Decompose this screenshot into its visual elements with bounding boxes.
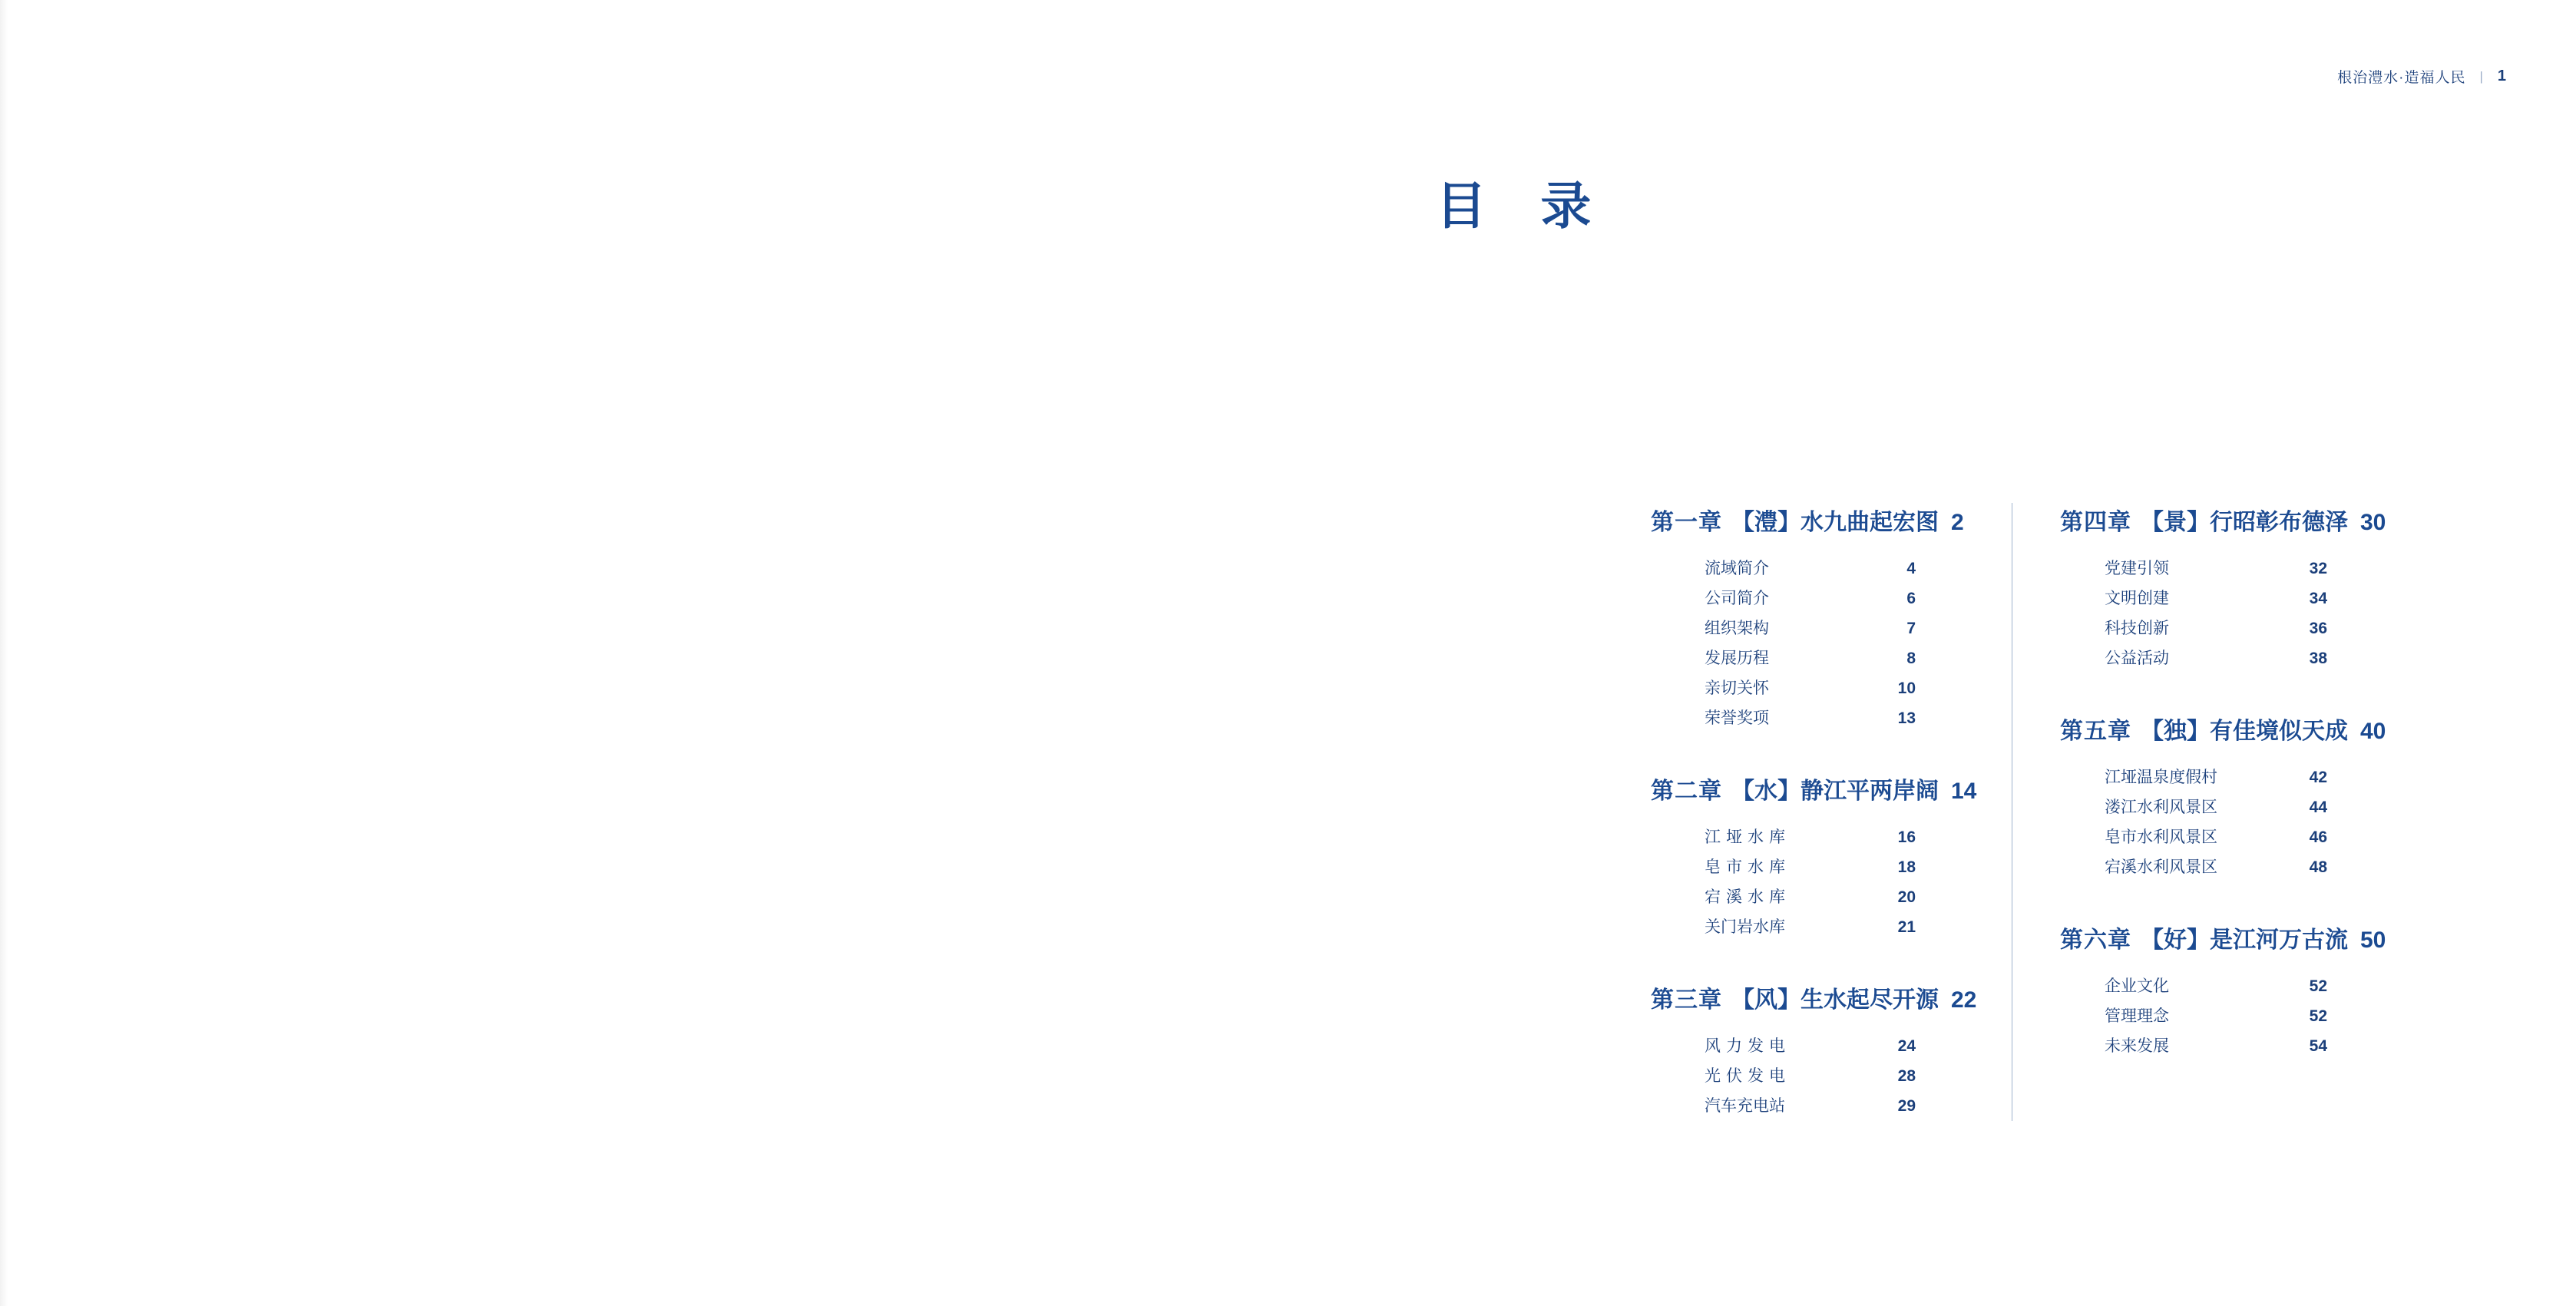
entry-name: 皂市水库 bbox=[1705, 858, 1791, 876]
chapter-page: 40 bbox=[2360, 719, 2386, 744]
chapter-page: 22 bbox=[1951, 987, 1977, 1013]
chapter-name: 【景】行昭彰布德泽 bbox=[2141, 510, 2348, 535]
entry-name: 光伏发电 bbox=[1705, 1067, 1791, 1085]
entry-name: 组织架构 bbox=[1705, 620, 1769, 637]
toc-entry[interactable] bbox=[2105, 822, 2430, 852]
toc-chapter bbox=[1651, 772, 1977, 942]
entry-page: 44 bbox=[2309, 798, 2327, 816]
chapter-heading[interactable] bbox=[1651, 980, 1977, 1014]
chapter-entries bbox=[2105, 971, 2430, 1061]
toc-entry[interactable] bbox=[1705, 1061, 1966, 1091]
toc-entry[interactable] bbox=[2105, 613, 2430, 643]
toc-entry[interactable] bbox=[2105, 852, 2430, 882]
entry-name: 管理理念 bbox=[2105, 1007, 2169, 1025]
toc-chapter bbox=[2060, 921, 2430, 1061]
toc-entry[interactable] bbox=[1705, 584, 1966, 613]
chapter-page: 14 bbox=[1951, 779, 1977, 804]
entry-page: 18 bbox=[1897, 858, 1916, 876]
entry-name: 发展历程 bbox=[1705, 650, 1769, 667]
entry-name: 江垭温泉度假村 bbox=[2105, 769, 2217, 786]
entry-page: 46 bbox=[2309, 828, 2327, 846]
entry-name: 宕溪水利风景区 bbox=[2105, 858, 2217, 876]
entry-page: 20 bbox=[1897, 888, 1916, 906]
header-separator: | bbox=[2479, 68, 2484, 84]
entry-page: 48 bbox=[2309, 858, 2327, 876]
chapter-page: 2 bbox=[1951, 510, 1964, 535]
chapter-heading[interactable] bbox=[1651, 503, 1966, 537]
chapter-name: 【水】静江平两岸阔 bbox=[1731, 779, 1939, 804]
entry-page: 36 bbox=[2309, 620, 2327, 637]
chapter-entries bbox=[1705, 822, 1966, 942]
toc-entry[interactable] bbox=[2105, 1001, 2430, 1031]
entry-page: 52 bbox=[2309, 977, 2327, 995]
entry-page: 4 bbox=[1906, 560, 1916, 577]
chapter-label: 第四章 bbox=[2060, 510, 2131, 535]
entry-page: 42 bbox=[2309, 769, 2327, 786]
chapter-heading[interactable] bbox=[2060, 712, 2430, 746]
chapter-entries bbox=[1705, 554, 1966, 733]
toc-entry[interactable] bbox=[1705, 673, 1966, 703]
entry-name: 亲切关怀 bbox=[1705, 679, 1769, 697]
chapter-name: 【澧】水九曲起宏图 bbox=[1731, 510, 1939, 535]
toc-entry[interactable] bbox=[1705, 822, 1966, 852]
toc-entry[interactable] bbox=[1705, 613, 1966, 643]
toc-chapter bbox=[1651, 980, 1977, 1121]
chapter-label: 第六章 bbox=[2060, 927, 2131, 953]
entry-name: 风力发电 bbox=[1705, 1037, 1791, 1055]
chapter-label: 第一章 bbox=[1651, 510, 1722, 535]
toc-column-right bbox=[2012, 503, 2430, 1121]
toc-entry[interactable] bbox=[1705, 852, 1966, 882]
entry-name: 荣誉奖项 bbox=[1705, 709, 1769, 727]
entry-page: 52 bbox=[2309, 1007, 2327, 1025]
page-edge-shadow bbox=[0, 0, 8, 1306]
entry-page: 10 bbox=[1897, 679, 1916, 697]
entry-name: 溇江水利风景区 bbox=[2105, 798, 2217, 816]
chapter-entries bbox=[1705, 1031, 1966, 1121]
toc-entry[interactable] bbox=[1705, 882, 1966, 912]
entry-page: 28 bbox=[1897, 1067, 1916, 1085]
entry-name: 皂市水利风景区 bbox=[2105, 828, 2217, 846]
toc-column-left bbox=[1651, 503, 2012, 1121]
header-brand: 根治澧水·造福人民 bbox=[2337, 70, 2466, 86]
entry-page: 7 bbox=[1906, 620, 1916, 637]
entry-page: 54 bbox=[2309, 1037, 2327, 1055]
entry-page: 38 bbox=[2309, 650, 2327, 667]
toc-entry[interactable] bbox=[2105, 643, 2430, 673]
toc-entry[interactable] bbox=[2105, 554, 2430, 584]
entry-page: 8 bbox=[1906, 650, 1916, 667]
entry-page: 21 bbox=[1897, 918, 1916, 936]
entry-name: 企业文化 bbox=[2105, 977, 2169, 995]
chapter-entries bbox=[2105, 554, 2430, 673]
toc-entry[interactable] bbox=[2105, 584, 2430, 613]
chapter-name: 【独】有佳境似天成 bbox=[2141, 719, 2348, 744]
page-title: 目 录 bbox=[1436, 177, 1612, 234]
entry-page: 29 bbox=[1897, 1097, 1916, 1115]
chapter-page: 30 bbox=[2360, 510, 2386, 535]
toc-entry[interactable] bbox=[2105, 792, 2430, 822]
toc-entry[interactable] bbox=[1705, 1031, 1966, 1061]
table-of-contents bbox=[1651, 503, 2430, 1121]
toc-entry[interactable] bbox=[1705, 1091, 1966, 1121]
entry-page: 32 bbox=[2309, 560, 2327, 577]
chapter-label: 第五章 bbox=[2060, 719, 2131, 744]
entry-name: 党建引领 bbox=[2105, 560, 2169, 577]
toc-chapter bbox=[1651, 503, 1966, 733]
chapter-heading[interactable] bbox=[2060, 921, 2430, 954]
toc-entry[interactable] bbox=[1705, 554, 1966, 584]
entry-name: 江垭水库 bbox=[1705, 828, 1791, 846]
entry-name: 公司简介 bbox=[1705, 590, 1769, 607]
toc-entry[interactable] bbox=[2105, 762, 2430, 792]
entry-page: 6 bbox=[1906, 590, 1916, 607]
chapter-name: 【风】生水起尽开源 bbox=[1731, 987, 1939, 1013]
entry-name: 宕溪水库 bbox=[1705, 888, 1791, 906]
toc-entry[interactable] bbox=[2105, 1031, 2430, 1061]
toc-entry[interactable] bbox=[2105, 971, 2430, 1001]
chapter-label: 第二章 bbox=[1651, 779, 1722, 804]
entry-page: 13 bbox=[1897, 709, 1916, 727]
page-header bbox=[2337, 66, 2507, 87]
entry-name: 公益活动 bbox=[2105, 650, 2169, 667]
toc-entry[interactable] bbox=[1705, 643, 1966, 673]
toc-chapter bbox=[2060, 503, 2430, 673]
toc-entry[interactable] bbox=[1705, 912, 1966, 942]
chapter-heading[interactable] bbox=[2060, 503, 2430, 537]
toc-entry[interactable] bbox=[1705, 703, 1966, 733]
chapter-heading[interactable] bbox=[1651, 772, 1977, 805]
entry-name: 未来发展 bbox=[2105, 1037, 2169, 1055]
chapter-page: 50 bbox=[2360, 927, 2386, 953]
entry-page: 16 bbox=[1897, 828, 1916, 846]
entry-name: 汽车充电站 bbox=[1705, 1097, 1785, 1115]
chapter-name: 【好】是江河万古流 bbox=[2141, 927, 2348, 953]
chapter-label: 第三章 bbox=[1651, 987, 1722, 1013]
entry-name: 关门岩水库 bbox=[1705, 918, 1785, 936]
entry-name: 文明创建 bbox=[2105, 590, 2169, 607]
toc-chapter bbox=[2060, 712, 2430, 882]
entry-name: 科技创新 bbox=[2105, 620, 2169, 637]
entry-page: 34 bbox=[2309, 590, 2327, 607]
header-page-number: 1 bbox=[2497, 68, 2507, 84]
entry-name: 流域简介 bbox=[1705, 560, 1769, 577]
entry-page: 24 bbox=[1897, 1037, 1916, 1055]
chapter-entries bbox=[2105, 762, 2430, 882]
